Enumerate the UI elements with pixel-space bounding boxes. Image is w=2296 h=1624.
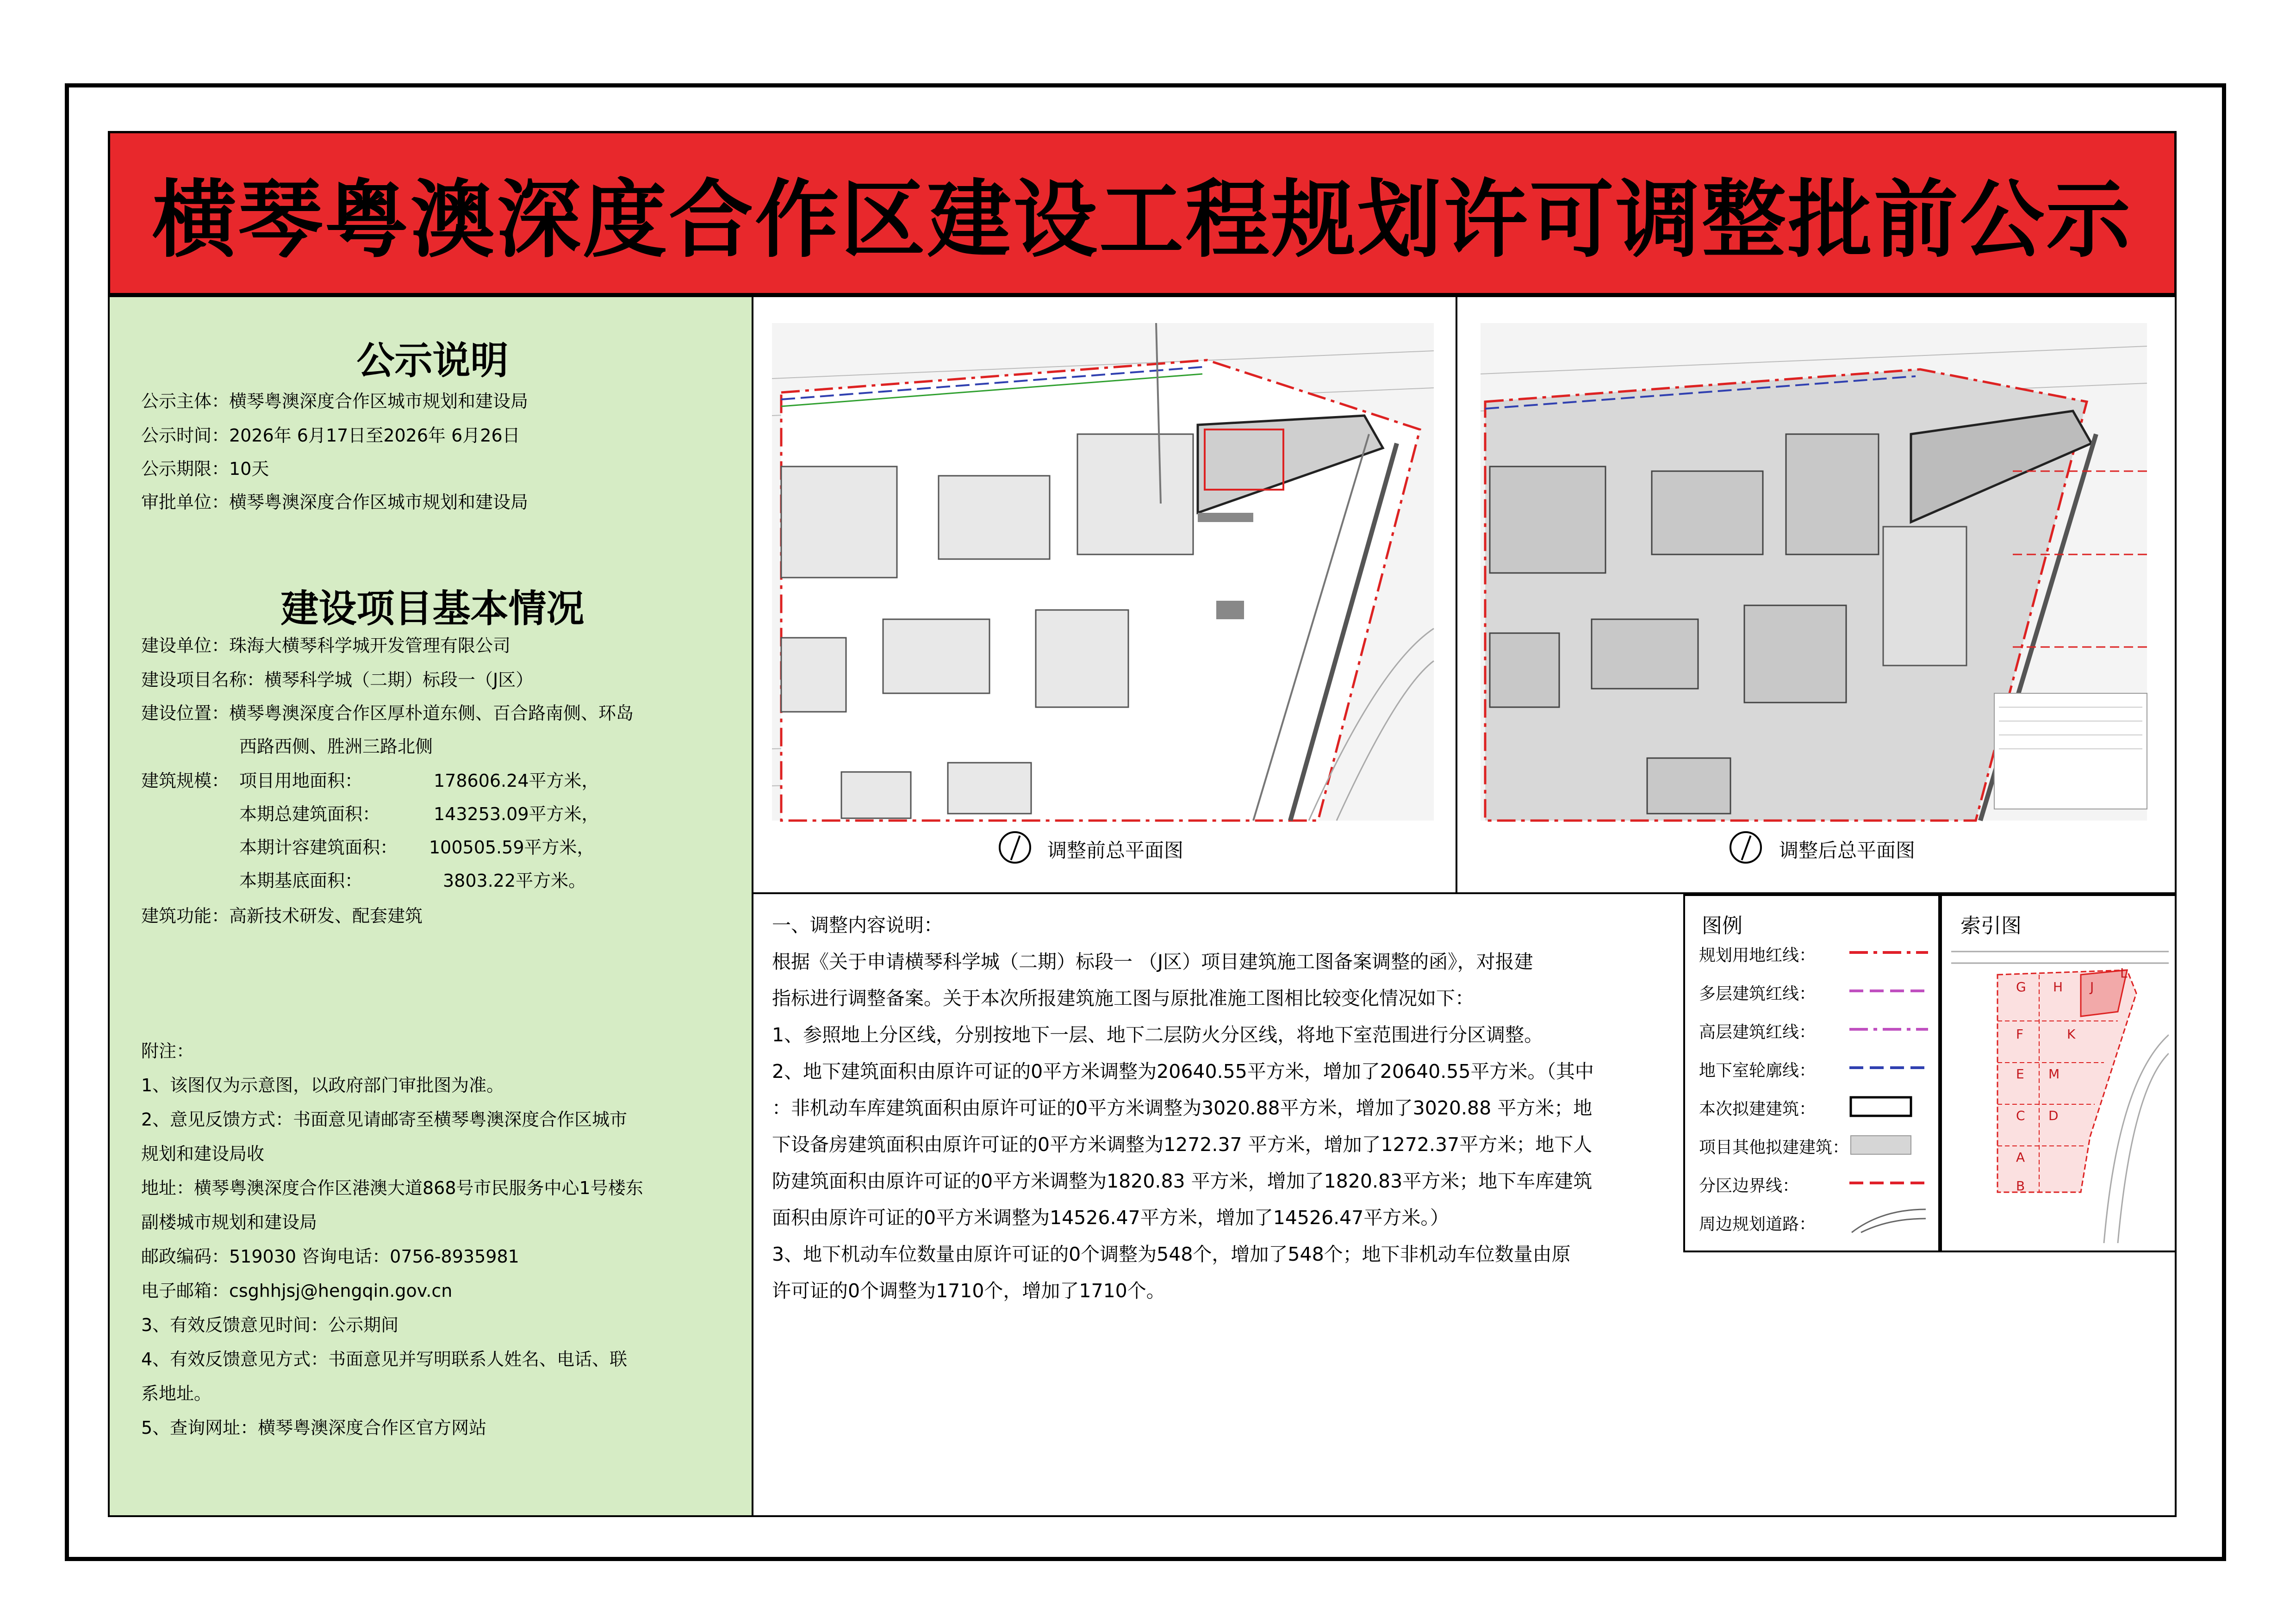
legend-label: 周边规划道路：: [1699, 1215, 1816, 1234]
zone-label: M: [2048, 1066, 2060, 1082]
zone-label: A: [2016, 1150, 2025, 1165]
project-unit: 建设单位：珠海大横琴科学城开发管理有限公司: [141, 635, 511, 656]
note-line: 系地址。: [141, 1383, 212, 1404]
notice-row: 公示期限：10天: [141, 459, 269, 479]
adjustment-line: 根据《关于申请横琴科学城（二期）标段一 （J区）项目建筑施工图备案调整的函》，对报建: [772, 951, 1533, 973]
notes-heading: 附注：: [141, 1041, 194, 1061]
adjustment-line: 一、调整内容说明：: [772, 914, 943, 936]
scale-item-value: 143253.09平方米，: [434, 804, 599, 824]
scale-label: 建筑规模：: [141, 771, 230, 791]
legend-label: 多层建筑红线：: [1699, 984, 1816, 1003]
legend-label: 项目其他拟建建筑：: [1699, 1138, 1849, 1157]
note-line: 副楼城市规划和建设局: [141, 1212, 317, 1232]
zone-label: K: [2067, 1027, 2076, 1042]
notice-row: 审批单位：横琴粤澳深度合作区城市规划和建设局: [141, 492, 529, 512]
road-curve-icon: [1849, 1207, 1928, 1235]
black-outline-rect-icon: [1849, 1096, 1928, 1117]
zone-label: C: [2016, 1108, 2025, 1123]
zone-label: G: [2016, 979, 2026, 995]
note-line: 3、有效反馈意见时间：公示期间: [141, 1315, 399, 1335]
note-line: 1、该图仅为示意图，以政府部门审批图为准。: [141, 1075, 504, 1095]
scale-item-label: 项目用地面积：: [239, 771, 363, 791]
legend-label: 本次拟建建筑：: [1699, 1100, 1816, 1119]
legend-label: 分区边界线：: [1699, 1176, 1799, 1195]
note-line: 5、查询网址：横琴粤澳深度合作区官方网站: [141, 1418, 487, 1438]
legend-box: [1683, 894, 1940, 1252]
zone-label: L: [2120, 965, 2128, 981]
adjustment-line: 2、地下建筑面积由原许可证的0平方米调整为20640.55平方米，增加了20640.55平方米。（其中: [772, 1060, 1594, 1083]
magenta-dashdot-line-icon: [1849, 1025, 1928, 1034]
scale-item-label: 本期计容建筑面积：: [239, 837, 398, 858]
scale-item-value: 178606.24平方米，: [434, 771, 599, 791]
legend-label: 地下室轮廓线：: [1699, 1061, 1816, 1080]
north-arrow-icon: [1730, 831, 1762, 864]
project-location-cont: 西路西侧、胜洲三路北侧: [239, 736, 433, 757]
scale-item-label: 本期基底面积：: [239, 871, 363, 891]
plan-after-drawing: [1457, 295, 2177, 892]
adjustment-line: 3、地下机动车位数量由原许可证的0个调整为548个，增加了548个；地下非机动车位数量由原: [772, 1243, 1571, 1265]
project-heading: 建设项目基本情况: [280, 586, 585, 631]
index-map-title: 索引图: [1960, 914, 2022, 938]
note-line: 邮政编码：519030 咨询电话：0756-8935981: [141, 1246, 519, 1267]
index-map-box: [1940, 894, 2177, 1252]
adjustment-line: ：非机动车库建筑面积由原许可证的0平方米调整为3020.88平方米，增加了3020.88 平方米；地: [772, 1097, 1593, 1119]
zone-label: B: [2016, 1178, 2025, 1194]
notice-heading: 公示说明: [356, 338, 509, 383]
note-line: 规划和建设局收: [141, 1144, 265, 1164]
blue-dashed-line-icon: [1849, 1063, 1928, 1072]
scale-item-value: 3803.22平方米。: [443, 871, 586, 891]
note-line: 2、意见反馈方式：书面意见请邮寄至横琴粤澳深度合作区城市: [141, 1109, 628, 1130]
zone-label: J: [2090, 979, 2094, 995]
legend-title: 图例: [1702, 914, 1742, 938]
scale-item-label: 本期总建筑面积：: [239, 804, 380, 824]
plan-before-panel: [753, 295, 1457, 892]
project-name: 建设项目名称：横琴科学城（二期）标段一（J区）: [141, 670, 534, 690]
red-dashed-line-icon: [1849, 1178, 1928, 1188]
info-panel: [108, 295, 753, 1517]
note-line: 地址：横琴粤澳深度合作区港澳大道868号市民服务中心1号楼东: [141, 1178, 643, 1198]
adjustment-line: 1、参照地上分区线，分别按地下一层、地下二层防火分区线，将地下室范围进行分区调整。: [772, 1024, 1543, 1046]
zone-label: F: [2016, 1027, 2024, 1042]
legend-label: 规划用地红线：: [1699, 946, 1816, 965]
adjustment-line: 指标进行调整备案。关于本次所报建筑施工图与原批准施工图相比较变化情况如下：: [772, 987, 1474, 1009]
adjustment-line: 面积由原许可证的0平方米调整为14526.47平方米，增加了14526.47平方米。）: [772, 1207, 1449, 1229]
adjustment-line: 下设备房建筑面积由原许可证的0平方米调整为1272.37 平方米，增加了1272.37平方米；地下人: [772, 1133, 1593, 1156]
plan-before-caption: 调整前总平面图: [1047, 839, 1184, 862]
notice-row: 公示主体：横琴粤澳深度合作区城市规划和建设局: [141, 391, 529, 411]
scale-item-value: 100505.59平方米，: [429, 837, 595, 858]
title-banner: [108, 131, 2177, 295]
plan-before-drawing: [753, 295, 1456, 892]
zone-label: E: [2016, 1066, 2024, 1082]
grey-hatched-rect-icon: [1849, 1134, 1928, 1156]
zone-label: H: [2053, 979, 2063, 995]
note-line: 电子邮箱：csghhjsj@hengqin.gov.cn: [141, 1281, 453, 1301]
red-dashdot-line-icon: [1849, 948, 1928, 957]
adjustment-line: 许可证的0个调整为1710个，增加了1710个。: [772, 1280, 1165, 1302]
project-function: 建筑功能：高新技术研发、配套建筑: [141, 906, 423, 926]
note-line: 4、有效反馈意见方式：书面意见并写明联系人姓名、电话、联: [141, 1349, 628, 1369]
plan-after-caption: 调整后总平面图: [1779, 839, 1916, 862]
notice-row: 公示时间：2026年 6月17日至2026年 6月26日: [141, 425, 520, 446]
north-arrow-icon: [999, 831, 1031, 864]
adjustment-line: 防建筑面积由原许可证的0平方米调整为1820.83 平方米，增加了1820.83平方米；地下车库建筑: [772, 1170, 1593, 1192]
plan-after-panel: [1457, 295, 2177, 892]
project-location: 建设位置：横琴粤澳深度合作区厚朴道东侧、百合路南侧、环岛: [141, 703, 634, 723]
legend-label: 高层建筑红线：: [1699, 1023, 1816, 1042]
page-title: 横琴粤澳深度合作区建设工程规划许可调整批前公示: [152, 171, 2132, 269]
zone-label: D: [2048, 1108, 2059, 1123]
magenta-dashed-line-icon: [1849, 986, 1928, 996]
